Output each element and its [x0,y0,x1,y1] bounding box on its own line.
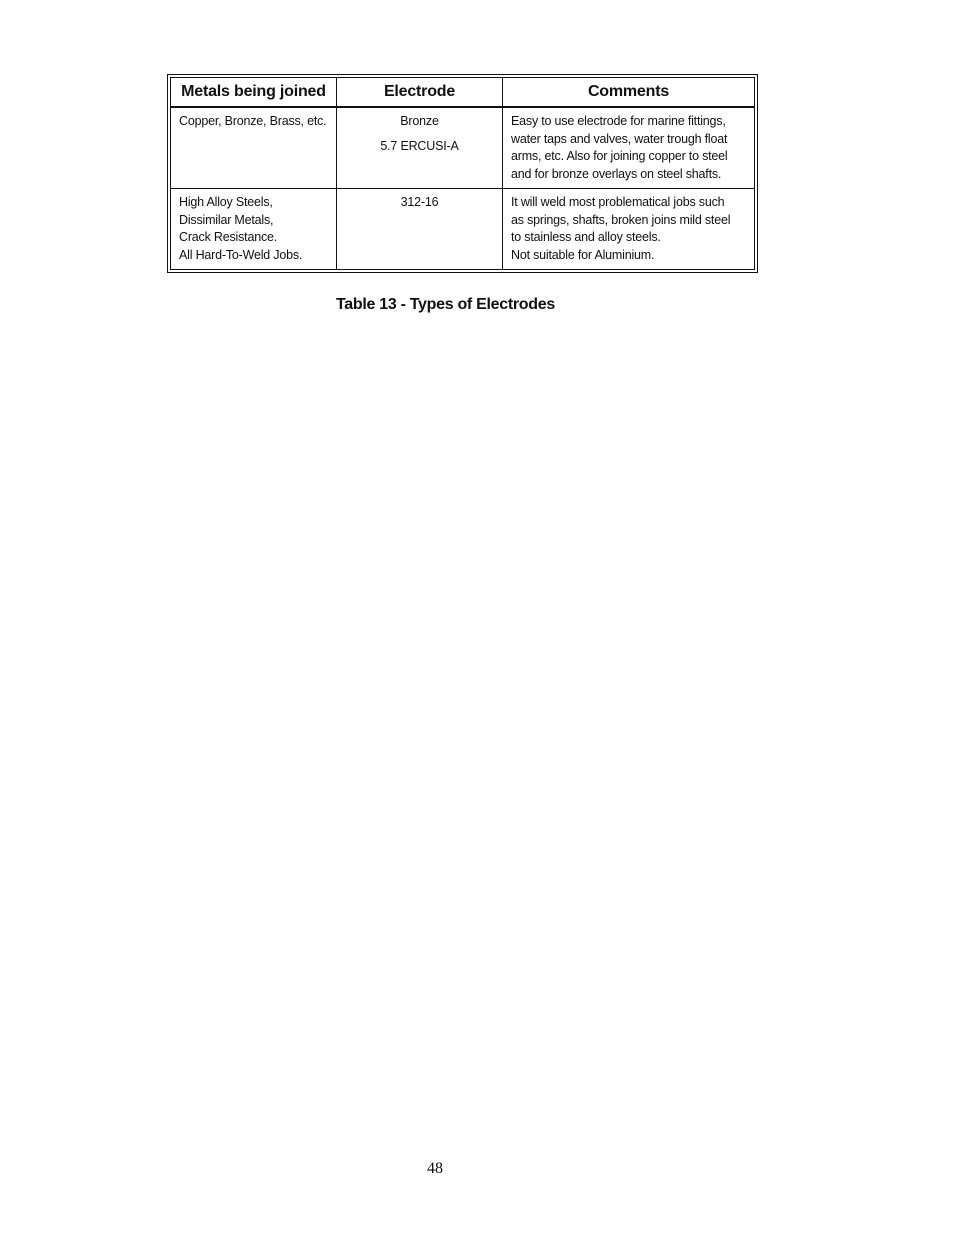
cell-line: Easy to use electrode for marine fittings, [511,114,726,128]
cell-line: 5.7 ERCUSI-A [380,138,459,153]
cell-line: and for bronze overlays on steel shafts. [511,166,722,181]
cell-line: High Alloy Steels, [179,195,273,209]
cell-line: water taps and valves, water trough float [511,131,728,146]
header-comments: Comments [503,78,755,108]
table-row [171,107,755,189]
cell-electrode [337,189,503,270]
electrode-table-frame [167,74,758,273]
cell-metals [171,189,337,270]
cell-line: Crack Resistance. [179,230,278,244]
cell-line: 312-16 [400,195,439,209]
cell-line: Dissimilar Metals, [179,212,274,227]
cell-comments [503,189,755,270]
cell-metals [171,107,337,189]
header-metals: Metals being joined [171,78,337,108]
page-number: 48 [427,1160,443,1177]
cell-line: arms, etc. Also for joining copper to steel [511,149,728,163]
header-electrode: Electrode [337,78,503,108]
electrode-table [170,77,755,270]
cell-line: It will weld most problematical jobs such [511,195,725,209]
cell-line: Bronze [400,114,439,128]
table-header-row [171,78,755,108]
cell-line: to stainless and alloy steels. [511,230,661,244]
cell-comments [503,107,755,189]
cell-line: Copper, Bronze, Brass, etc. [179,114,327,128]
cell-line: All Hard-To-Weld Jobs. [179,247,303,262]
table-caption: Table 13 - Types of Electrodes [336,296,555,313]
table-row [171,189,755,270]
cell-electrode [337,107,503,189]
cell-line: as springs, shafts, broken joins mild steel [511,212,731,227]
cell-line: Not suitable for Aluminium. [511,247,655,262]
